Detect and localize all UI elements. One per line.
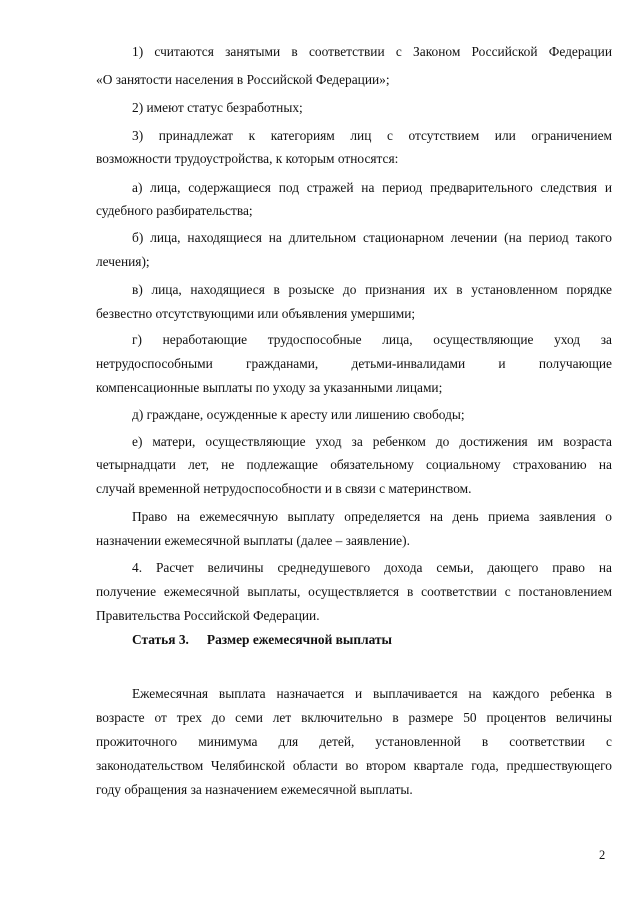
page-number: 2 [599, 848, 606, 862]
text-line: судебного разбирательства; [96, 203, 253, 218]
text-line: законодательством Челябинской области во втором квартале года, предшествующего [96, 758, 612, 773]
text-line: прожиточного минимума для детей, установленной в соответствии с [96, 734, 612, 749]
text-line: безвестно отсутствующими или объявления умершими; [96, 306, 416, 321]
text-line: возрасте от трех до семи лет включительно в размере 50 процентов величины [96, 710, 612, 725]
text-line: году обращения за назначением ежемесячной выплаты. [96, 782, 413, 797]
text-line: назначении ежемесячной выплаты (далее – заявление). [96, 533, 410, 548]
text-line: нетрудоспособными гражданами, детьми-инвалидами и получающие [96, 356, 612, 371]
article-number: Статья 3. [132, 632, 189, 647]
text-line: б) лица, находящиеся на длительном стационарном лечении (на период такого [132, 230, 612, 245]
text-line: 3) принадлежат к категориям лиц с отсутствием или ограничением [132, 128, 612, 143]
text-line: а) лица, содержащиеся под стражей на период предварительного следствия и [132, 180, 612, 195]
text-line: компенсационные выплаты по уходу за указанными лицами; [96, 380, 443, 395]
text-line: г) неработающие трудоспособные лица, осуществляющие уход за [132, 332, 612, 347]
text-line: случай временной нетрудоспособности и в связи с материнством. [96, 481, 472, 496]
text-line: возможности трудоустройства, к которым относятся: [96, 151, 399, 166]
text-line: Право на ежемесячную выплату определяется на день приема заявления о [132, 509, 612, 524]
text-line: Ежемесячная выплата назначается и выплачивается на каждого ребенка в [132, 686, 612, 701]
text-line: «О занятости населения в Российской Федерации»; [96, 72, 390, 87]
text-line: Правительства Российской Федерации. [96, 608, 320, 623]
text-line: 2) имеют статус безработных; [132, 100, 303, 115]
text-line: четырнадцати лет, не подлежащие обязательному социальному страхованию на [96, 457, 612, 472]
text-line: 4. Расчет величины среднедушевого дохода семьи, дающего право на [132, 560, 612, 575]
text-line: е) матери, осуществляющие уход за ребенком до достижения им возраста [132, 434, 612, 449]
text-line: 1) считаются занятыми в соответствии с Законом Российской Федерации [132, 44, 612, 59]
text-line: в) лица, находящиеся в розыске до признания их в установленном порядке [132, 282, 612, 297]
article-heading [132, 632, 392, 648]
text-line: получение ежемесячной выплаты, осуществляется в соответствии с постановлением [96, 584, 612, 599]
text-line: д) граждане, осужденные к аресту или лишению свободы; [132, 407, 465, 422]
text-line: лечения); [96, 254, 150, 269]
article-title: Размер ежемесячной выплаты [206, 632, 392, 647]
